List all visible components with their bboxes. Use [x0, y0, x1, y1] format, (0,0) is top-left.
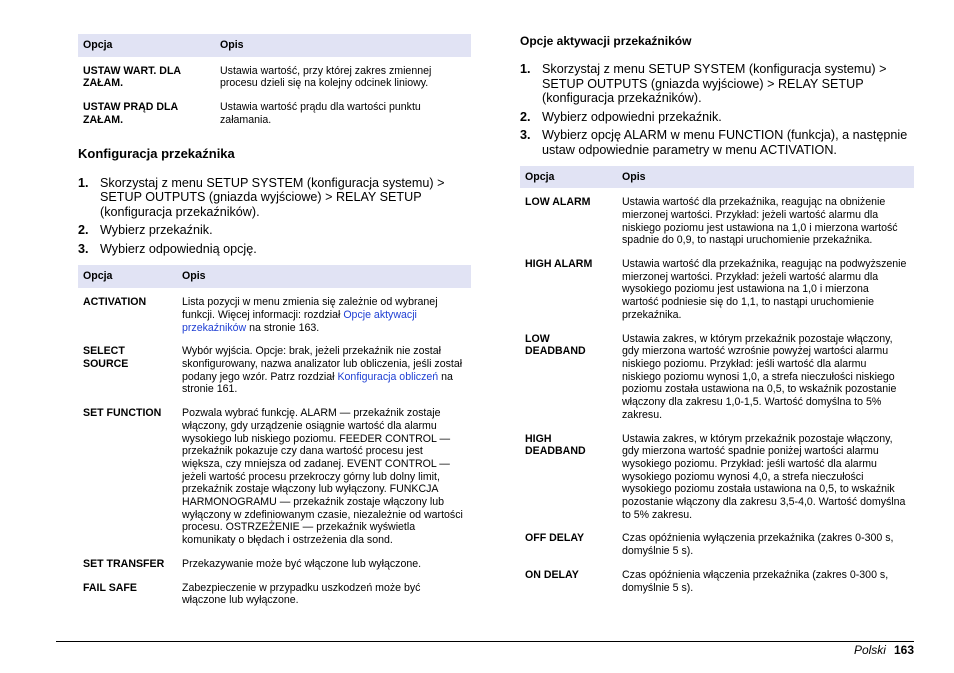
footer-language: Polski: [853, 643, 886, 657]
table-header-row: [78, 34, 471, 57]
table-row: [78, 558, 471, 582]
table-row: [520, 258, 914, 333]
option-name: SET TRANSFER: [83, 557, 165, 570]
page-number: 163: [893, 643, 914, 657]
step-number: 1.: [78, 175, 89, 190]
option-name: SELECT SOURCE: [83, 345, 129, 370]
activation-options-table: [520, 166, 914, 606]
step-item: [78, 176, 471, 220]
table-header-row: [78, 265, 471, 288]
step-item: [78, 242, 471, 257]
option-description: Ustawia zakres, w którym przekaźnik pozostaje włączony, gdy mierzona wartość wzrośnie powyżej wartości alarmu niskiego poziomu. Przykład: jeśli wartość dla alarmu niskiego poziomu wynosi 1,0, a strefa nieczułości niskiego poziomu została ustawiona na 0,5, to wskaźnik pozostanie włączony dla zakresu 1,0-1,5. Wartość domyślna to 5% zakresu.: [622, 332, 897, 421]
page-footer: [854, 643, 914, 657]
option-description: Ustawia wartość prądu dla wartości punktu załamania.: [220, 101, 421, 126]
option-description: Przekazywanie może być włączone lub wyłączone.: [182, 557, 422, 570]
option-name: HIGH ALARM: [525, 258, 593, 271]
table-row: [78, 288, 471, 345]
table-row: [78, 582, 471, 618]
table-row: [78, 57, 471, 101]
option-name: USTAW WART. DLA ZAŁAM.: [83, 64, 181, 90]
option-description: Czas opóźnienia wyłączenia przekaźnika (zakres 0-300 s, domyślnie 5 s).: [622, 532, 894, 558]
left-column: [78, 34, 471, 618]
option-name: FAIL SAFE: [83, 581, 137, 594]
description-page-ref: na stronie 163.: [246, 321, 320, 334]
step-item: [520, 62, 914, 106]
description-page-ref: na stronie 161.: [182, 370, 453, 396]
steps-list: [520, 62, 914, 158]
table-row: [78, 407, 471, 558]
step-item: [520, 128, 914, 157]
column-header-description: Opis: [177, 265, 471, 288]
option-description: Czas opóźnienia włączenia przekaźnika (zakres 0-300 s, domyślnie 5 s).: [622, 568, 889, 594]
option-description: Zabezpieczenie w przypadku uszkodzeń może być włączone lub wyłączone.: [182, 581, 421, 607]
column-header-option: Opcja: [520, 166, 617, 189]
option-description: Ustawia wartość, przy której zakres zmiennej procesu dzieli się na kolejny odcinek liniowy.: [220, 64, 432, 90]
option-name: ON DELAY: [525, 568, 579, 581]
relay-options-table: [78, 265, 471, 617]
option-name: USTAW PRĄD DLA ZAŁAM.: [83, 101, 178, 126]
table-row: [520, 569, 914, 605]
option-name: HIGH DEADBAND: [525, 432, 586, 458]
steps-list: [78, 176, 471, 257]
table-row: [520, 532, 914, 568]
calculation-config-link[interactable]: Konfiguracja obliczeń: [337, 370, 439, 383]
activation-options-link[interactable]: Opcje aktywacji przekaźników: [182, 308, 417, 334]
table-row: [520, 433, 914, 533]
description-text: Wybór wyjścia. Opcje: brak, jeżeli przekaźnik nie został skonfigurowany, nazwa analizator lub obliczenia, jeśli został podany jego wzór. Patrz rozdział: [182, 345, 463, 383]
description-text: Lista pozycji w menu zmienia się zależnie od wybranej funkcji. Więcej informacji: rozdział: [182, 296, 438, 321]
option-name: LOW ALARM: [525, 196, 591, 209]
step-number: 3.: [78, 241, 89, 256]
step-text: Wybierz odpowiednią opcję.: [100, 241, 257, 256]
option-description: Ustawia zakres, w którym przekaźnik pozostaje włączony, gdy mierzona wartość spadnie poniżej wartości alarmu wysokiego poziomu. Przykład: jeśli wartość dla alarmu wysokiego poziomu wynosi 4,0, a strefa nieczułości wysokiego poziomu została ustawiona na 0,5, to wskaźnik pozostanie włączony dla zakresu 3,5-4,0. Wartość domyślna to 5% zakresu.: [622, 432, 906, 521]
step-item: [520, 110, 914, 125]
section-title: Opcje aktywacji przekaźników: [520, 34, 692, 48]
option-description: [177, 345, 471, 407]
column-header-option: Opcja: [78, 34, 215, 57]
column-header-option: Opcja: [78, 265, 177, 288]
table-row: [520, 188, 914, 258]
step-item: [78, 223, 471, 238]
step-text: Skorzystaj z menu SETUP SYSTEM (konfiguracja systemu) > SETUP OUTPUTS (gniazda wyjściowe) > RELAY SETUP (konfiguracja przekaźników).: [542, 62, 887, 106]
table-header-row: [520, 166, 914, 189]
column-header-description: Opis: [617, 166, 914, 189]
option-description: Pozwala wybrać funkcję. ALARM — przekaźnik zostaje włączony, gdy urządzenie osiągnie wartość dla alarmu wysokiego lub niskiego poziomu. FEEDER CONTROL — przekaźnik pokazuje czy dana wartość procesu jest większa, czy mniejsza od zadanej. EVENT CONTROL — jeżeli wartość procesu przekroczy górny lub dolny limit, przekaźnik zostaje włączony lub wyłączony. FUNKCJA HARMONOGRAMU — przekaźnik zostaje włączony lub wyłączony w zdefiniowanym czasie, niezależnie od wartości procesu. OSTRZEŻENIE — przekaźnik wyświetla komunikaty o błędach i ostrzeżenia dla sond.: [182, 407, 463, 547]
option-description: Ustawia wartość dla przekaźnika, reagując na obniżenie mierzonej wartości. Przykład: jeżeli wartość alarmu dla niskiego poziomu jest ustawiona na 1,0 i mierzona wartość spadnie do 0,9, to nastąpi uruchomienie przekaźnika.: [622, 196, 898, 247]
step-text: Wybierz odpowiedni przekaźnik.: [542, 109, 722, 124]
column-header-description: Opis: [215, 34, 471, 57]
option-name: ACTIVATION: [83, 296, 147, 309]
option-description: Ustawia wartość dla przekaźnika, reagując na podwyższenie mierzonej wartości. Przykład: jeżeli wartość alarmu dla wysokiego poziomu jest ustawiona na 1,0 i mierzona wartość podniesie się do 1,1, to nastąpi uruchomienie przekaźnika.: [622, 258, 907, 321]
step-text: Skorzystaj z menu SETUP SYSTEM (konfiguracja systemu) > SETUP OUTPUTS (gniazda wyjściowe) > RELAY SETUP (konfiguracja przekaźników).: [100, 175, 445, 219]
table-row: [78, 345, 471, 407]
step-number: 3.: [520, 128, 531, 143]
table-row: [520, 333, 914, 433]
footer-divider: [56, 641, 914, 642]
option-name: LOW DEADBAND: [525, 332, 586, 358]
step-number: 1.: [520, 62, 531, 76]
step-number: 2.: [78, 223, 89, 238]
section-title: Konfiguracja przekaźnika: [78, 145, 235, 161]
right-column: [520, 34, 914, 605]
option-name: OFF DELAY: [525, 532, 585, 545]
step-text: Wybierz przekaźnik.: [100, 223, 213, 238]
breakpoint-options-table: [78, 34, 471, 138]
table-row: [78, 101, 471, 137]
step-text: Wybierz opcję ALARM w menu FUNCTION (funkcja), a następnie ustaw odpowiednie parametry w menu ACTIVATION.: [542, 128, 908, 157]
option-name: SET FUNCTION: [83, 407, 162, 420]
step-number: 2.: [520, 109, 531, 124]
option-description: [177, 288, 471, 345]
